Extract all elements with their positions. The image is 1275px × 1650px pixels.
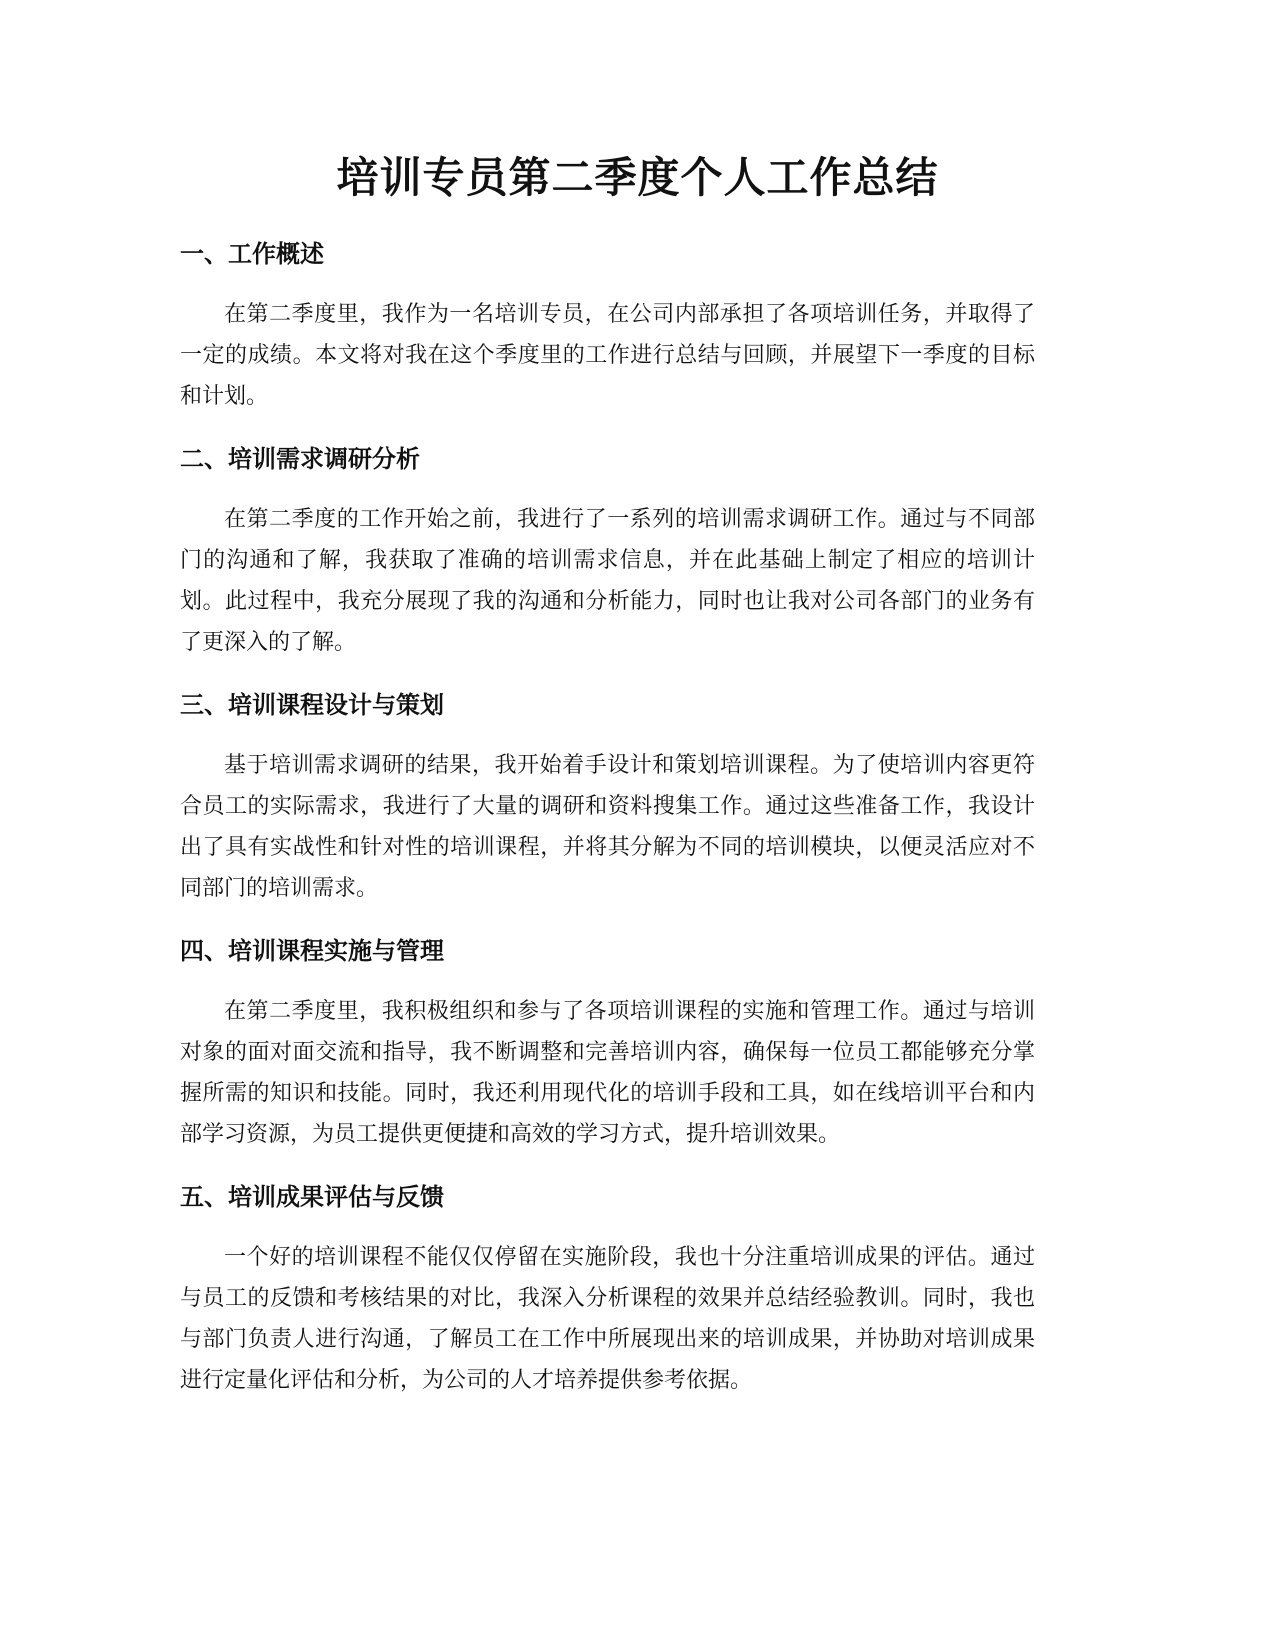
- section-paragraph: 在第二季度的工作开始之前，我进行了一系列的培训需求调研工作。通过与不同部门的沟通和了解，我获取了准确的培训需求信息，并在此基础上制定了相应的培训计划。此过程中，我充分展现了我的沟通和分析能力，同时也让我对公司各部门的业务有了更深入的了解。: [180, 507, 1035, 655]
- section-course-design: [180, 685, 1035, 909]
- section-heading: 二、培训需求调研分析: [180, 445, 420, 473]
- section-evaluation-feedback: [180, 1177, 1035, 1401]
- section-paragraph: 在第二季度里，我积极组织和参与了各项培训课程的实施和管理工作。通过与培训对象的面对面交流和指导，我不断调整和完善培训内容，确保每一位员工都能够充分掌握所需的知识和技能。同时，我还利用现代化的培训手段和工具，如在线培训平台和内部学习资源，为员工提供更便捷和高效的学习方式，提升培训效果。: [180, 999, 1035, 1147]
- section-heading: 五、培训成果评估与反馈: [180, 1183, 444, 1211]
- section-heading: 一、工作概述: [180, 240, 324, 268]
- section-paragraph: 基于培训需求调研的结果，我开始着手设计和策划培训课程。为了使培训内容更符合员工的实际需求，我进行了大量的调研和资料搜集工作。通过这些准备工作，我设计出了具有实战性和针对性的培训课程，并将其分解为不同的培训模块，以便灵活应对不同部门的培训需求。: [180, 753, 1035, 901]
- section-heading: 四、培训课程实施与管理: [180, 937, 444, 965]
- section-paragraph: 一个好的培训课程不能仅仅停留在实施阶段，我也十分注重培训成果的评估。通过与员工的反馈和考核结果的对比，我深入分析课程的效果并总结经验教训。同时，我也与部门负责人进行沟通，了解员工在工作中所展现出来的培训成果，并协助对培训成果进行定量化评估和分析，为公司的人才培养提供参考依据。: [180, 1245, 1035, 1393]
- section-paragraph: 在第二季度里，我作为一名培训专员，在公司内部承担了各项培训任务，并取得了一定的成绩。本文将对我在这个季度里的工作进行总结与回顾，并展望下一季度的目标和计划。: [180, 302, 1035, 409]
- document-body: [180, 234, 1035, 1423]
- document-title: 培训专员第二季度个人工作总结: [336, 153, 939, 202]
- section-needs-analysis: [180, 439, 1035, 663]
- section-course-implementation: [180, 931, 1035, 1155]
- section-heading: 三、培训课程设计与策划: [180, 691, 444, 719]
- section-overview: [180, 234, 1035, 417]
